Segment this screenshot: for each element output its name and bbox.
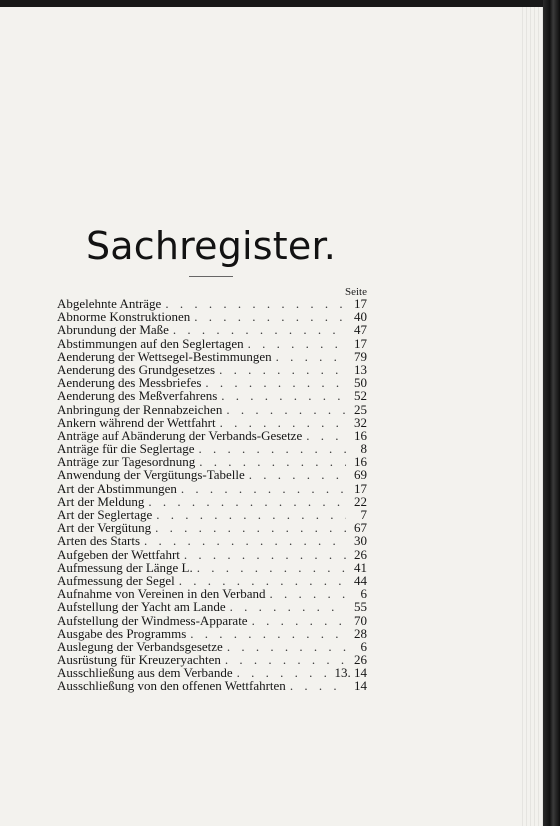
dot-leader: [230, 600, 346, 613]
dot-leader: [165, 297, 346, 310]
index-page-number: 17: [354, 335, 367, 351]
index-page-number: 26: [354, 652, 367, 668]
index-entry: [57, 534, 367, 547]
index-term: Anträge auf Abänderung der Verbands-Gesetze: [57, 427, 303, 443]
index-entry: [57, 337, 367, 350]
index-page-number: 40: [354, 309, 367, 325]
index-page-number: 17: [354, 480, 367, 496]
dot-leader: [248, 337, 346, 350]
index-page-number: 69: [354, 467, 367, 483]
dot-leader: [173, 323, 346, 336]
index-page-number: 32: [354, 414, 367, 430]
dot-leader: [197, 561, 346, 574]
dot-leader: [252, 614, 346, 627]
index-term: Arten des Starts: [57, 533, 141, 549]
index-term: Auslegung der Verbandsgesetze: [57, 638, 223, 654]
index-page-number: 26: [354, 546, 367, 562]
dot-leader: [199, 442, 346, 455]
index-entry: [57, 679, 367, 692]
index-page-number: 28: [354, 625, 367, 641]
index-term: Anträge für die Seglertage: [57, 441, 195, 457]
index-term: Ankern während der Wettfahrt: [57, 414, 216, 430]
index-term: Anwendung der Vergütungs-Tabelle: [57, 467, 245, 483]
index-page-number: 22: [354, 493, 367, 509]
index-term: Aenderung der Wettsegel-Bestimmungen: [57, 348, 272, 364]
page-edge-texture: [522, 6, 543, 826]
index-page-number: 6: [360, 638, 367, 654]
index-term: Aufnahme von Vereinen in den Verband: [57, 586, 266, 602]
dot-leader: [249, 468, 346, 481]
index-entry: [57, 600, 367, 613]
index-entry: [57, 614, 367, 627]
index-page-number: 47: [354, 322, 367, 338]
index-term: Art der Seglertage: [57, 507, 153, 522]
index-term: Aufgeben der Wettfahrt: [57, 546, 180, 562]
dot-leader: [184, 548, 346, 561]
dot-leader: [181, 482, 346, 495]
dot-leader: [190, 627, 346, 640]
index-term: Art der Vergütung: [57, 520, 152, 536]
title-rule: [189, 276, 233, 277]
index-entry: [57, 416, 367, 429]
index-term: Abgelehnte Anträge: [57, 296, 162, 311]
index-page-number: 30: [354, 533, 367, 549]
index-term: Abstimmungen auf den Seglertagen: [57, 335, 244, 351]
index-page-number: 8: [360, 441, 367, 457]
dot-leader: [227, 640, 346, 653]
index-page-number: 67: [354, 520, 367, 536]
dot-leader: [144, 534, 346, 547]
dot-leader: [270, 587, 346, 600]
index-term: Aufstellung der Windmess-Apparate: [57, 612, 248, 628]
dot-leader: [225, 653, 346, 666]
dot-leader: [221, 389, 346, 402]
index-entry: [57, 389, 367, 402]
index-page-number: 41: [354, 559, 367, 575]
index-entry: [57, 403, 367, 416]
index-page-number: 79: [354, 348, 367, 364]
index-page-number: 17: [354, 296, 367, 311]
index-entry: [57, 468, 367, 481]
page-title: Sachregister.: [85, 224, 337, 268]
index-page-number: 13. 14: [334, 665, 367, 681]
index-term: Aufmessung der Länge L.: [57, 559, 193, 575]
index-page-number: 14: [354, 678, 367, 694]
dot-leader: [194, 310, 346, 323]
index-page-number: 55: [354, 599, 367, 615]
index-term: Abrundung der Maße: [57, 322, 169, 338]
index-term: Aenderung des Grundgesetzes: [57, 361, 216, 377]
index-entry: [57, 561, 367, 574]
index-term: Ausrüstung für Kreuzeryachten: [57, 652, 221, 668]
scan-top-border: [0, 0, 560, 7]
index-term: Anbringung der Rennabzeichen: [57, 401, 223, 417]
column-header-seite: Seite: [345, 286, 367, 298]
dot-leader: [226, 403, 346, 416]
index-term: Aenderung des Messbriefes: [57, 375, 202, 391]
scan-right-border: [543, 0, 560, 826]
index-term: Ausgabe des Programms: [57, 625, 187, 641]
index-entry: [57, 350, 367, 363]
index-term: Aenderung des Meßverfahrens: [57, 388, 218, 404]
index-page-number: 16: [354, 454, 367, 470]
dot-leader: [156, 508, 346, 521]
index-term: Art der Abstimmungen: [57, 480, 177, 496]
index-page-number: 52: [354, 388, 367, 404]
index-page-number: 50: [354, 375, 367, 391]
index-page-number: 13: [354, 361, 367, 377]
dot-leader: [148, 495, 346, 508]
index-entry: [57, 323, 367, 336]
index-term: Abnorme Konstruktionen: [57, 309, 191, 325]
dot-leader: [220, 416, 346, 429]
index-list: [57, 297, 367, 693]
dot-leader: [276, 350, 346, 363]
dot-leader: [205, 376, 346, 389]
dot-leader: [219, 363, 346, 376]
index-entry: [57, 627, 367, 640]
index-page-number: 6: [360, 586, 367, 602]
index-page-number: 16: [354, 427, 367, 443]
dot-leader: [306, 429, 346, 442]
dot-leader: [155, 521, 346, 534]
index-term: Ausschließung von den offenen Wettfahrten: [57, 678, 286, 694]
index-term: Ausschließung aus dem Verbande: [57, 665, 233, 681]
index-page-number: 70: [354, 612, 367, 628]
index-page-number: 44: [354, 572, 367, 588]
index-term: Anträge zur Tagesordnung: [57, 454, 196, 470]
dot-leader: [290, 679, 346, 692]
index-entry: [57, 548, 367, 561]
index-term: Aufmessung der Segel: [57, 572, 175, 588]
index-entry: [57, 482, 367, 495]
index-page-number: 7: [360, 507, 367, 522]
index-term: Art der Meldung: [57, 493, 145, 509]
index-term: Aufstellung der Yacht am Lande: [57, 599, 226, 615]
index-page-number: 25: [354, 401, 367, 417]
